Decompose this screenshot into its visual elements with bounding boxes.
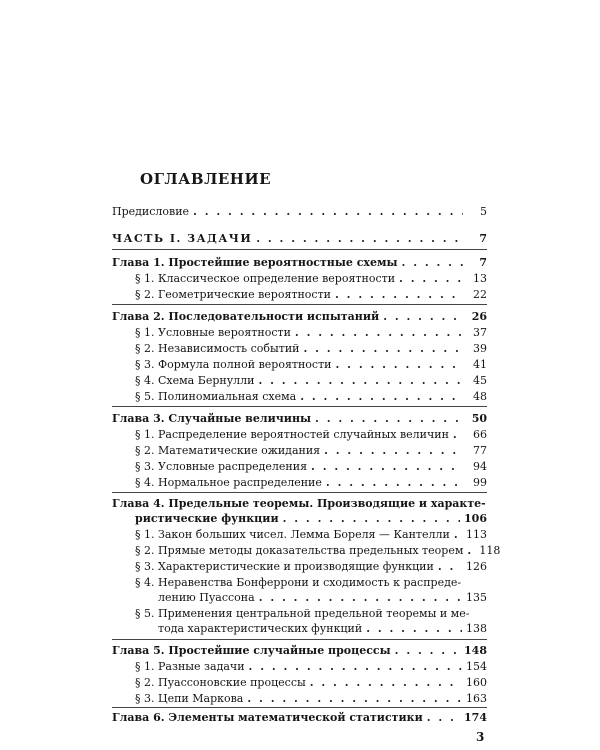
dot-leader xyxy=(438,560,462,573)
divider xyxy=(112,304,487,305)
toc-entry-chapter-4[interactable] xyxy=(135,512,487,525)
entry-label: § 1. Разные задачи xyxy=(135,660,245,673)
dot-leader xyxy=(467,544,475,557)
entry-page: 5 xyxy=(480,205,487,218)
entry-label: § 1. Классическое определение вероятности xyxy=(135,272,396,285)
dot-leader xyxy=(256,232,463,245)
dot-leader xyxy=(383,310,463,323)
divider xyxy=(112,707,487,708)
divider xyxy=(112,639,487,640)
entry-label: § 3. Условные распределения xyxy=(135,460,308,473)
entry-page: 45 xyxy=(473,374,487,387)
entry-page: 113 xyxy=(466,528,487,541)
dot-leader xyxy=(335,288,463,301)
toc-entry-chapter-5[interactable] xyxy=(112,644,487,657)
dot-leader xyxy=(283,512,460,525)
dot-leader xyxy=(324,444,463,457)
chapter-4-title-line-1[interactable]: Глава 4. Предельные теоремы. Производящие и характе- xyxy=(112,497,486,510)
dot-leader xyxy=(315,412,463,425)
toc-section[interactable] xyxy=(158,622,487,635)
entry-label: § 5. Полиномиальная схема xyxy=(135,390,297,403)
entry-label: лению Пуассона xyxy=(158,591,255,604)
dot-leader xyxy=(258,374,463,387)
entry-page: 48 xyxy=(473,390,487,403)
entry-label: ЧАСТЬ I. ЗАДАЧИ xyxy=(112,232,253,245)
dot-leader xyxy=(249,660,462,673)
toc-section[interactable] xyxy=(135,272,487,285)
entry-label: § 3. Формула полной вероятности xyxy=(135,358,332,371)
dot-leader xyxy=(259,591,462,604)
entry-label: Глава 2. Последовательности испытаний xyxy=(112,310,380,323)
dot-leader xyxy=(326,476,463,489)
entry-label: тода характеристических функций xyxy=(158,622,363,635)
entry-page: 106 xyxy=(464,512,487,525)
dot-leader xyxy=(399,272,463,285)
entry-label: § 3. Цепи Маркова xyxy=(135,692,244,705)
toc-section[interactable] xyxy=(135,460,487,473)
entry-label: § 4. Схема Бернулли xyxy=(135,374,255,387)
toc-section[interactable] xyxy=(135,374,487,387)
toc-section[interactable] xyxy=(135,358,487,371)
page-number: 3 xyxy=(476,730,485,744)
entry-page: 66 xyxy=(473,428,487,441)
entry-page: 118 xyxy=(479,544,501,557)
toc-entry-chapter-2[interactable] xyxy=(112,310,487,323)
toc-section[interactable] xyxy=(135,476,487,489)
entry-label: § 3. Характеристические и производящие функции xyxy=(135,560,434,573)
entry-label: § 2. Прямые методы доказательства предельных теорем xyxy=(135,544,464,557)
entry-page: 94 xyxy=(473,460,487,473)
dot-leader xyxy=(193,205,463,218)
entry-page: 37 xyxy=(473,326,487,339)
entry-page: 163 xyxy=(466,692,487,705)
dot-leader xyxy=(402,256,463,269)
dot-leader xyxy=(303,342,463,355)
entry-label: Предисловие xyxy=(112,205,190,218)
entry-page: 138 xyxy=(466,622,487,635)
toc-entry-preface[interactable] xyxy=(112,205,487,218)
entry-label: ристические функции xyxy=(135,512,279,525)
divider xyxy=(112,492,487,493)
dot-leader xyxy=(453,428,463,441)
entry-page: 7 xyxy=(479,232,487,245)
entry-label: Глава 1. Простейшие вероятностные схемы xyxy=(112,256,398,269)
toc-section[interactable] xyxy=(135,444,487,457)
entry-page: 160 xyxy=(466,676,487,689)
toc-entry-part-1[interactable] xyxy=(112,232,487,245)
toc-section[interactable] xyxy=(135,390,487,403)
entry-page: 126 xyxy=(466,560,487,573)
dot-leader xyxy=(295,326,463,339)
toc-section[interactable] xyxy=(135,326,487,339)
entry-label: § 4. Нормальное распределение xyxy=(135,476,322,489)
entry-label: § 2. Геометрические вероятности xyxy=(135,288,332,301)
dot-leader xyxy=(310,676,462,689)
entry-label: Глава 5. Простейшие случайные процессы xyxy=(112,644,391,657)
toc-section[interactable] xyxy=(135,342,487,355)
entry-page: 50 xyxy=(471,412,487,425)
entry-label: Глава 6. Элементы математической статистики xyxy=(112,711,423,724)
entry-page: 99 xyxy=(473,476,487,489)
entry-page: 22 xyxy=(473,288,487,301)
entry-label: § 1. Закон больших чисел. Лемма Бореля — Кантелли xyxy=(135,528,450,541)
toc-entry-chapter-3[interactable] xyxy=(112,412,487,425)
dot-leader xyxy=(311,460,463,473)
entry-page: 26 xyxy=(471,310,487,323)
toc-section[interactable] xyxy=(135,544,501,557)
entry-page: 13 xyxy=(473,272,487,285)
toc-section[interactable] xyxy=(135,428,487,441)
toc-section[interactable] xyxy=(158,591,487,604)
toc-section[interactable] xyxy=(135,660,487,673)
toc-entry-chapter-1[interactable] xyxy=(112,256,487,269)
entry-page: 39 xyxy=(473,342,487,355)
entry-page: 174 xyxy=(464,711,487,724)
entry-page: 154 xyxy=(466,660,487,673)
entry-page: 77 xyxy=(473,444,487,457)
toc-section[interactable] xyxy=(135,676,487,689)
toc-section[interactable] xyxy=(135,288,487,301)
dot-leader xyxy=(247,692,462,705)
dot-leader xyxy=(454,528,462,541)
dot-leader xyxy=(300,390,463,403)
entry-label: Глава 3. Случайные величины xyxy=(112,412,312,425)
section-5-title-line-1[interactable]: § 5. Применения центральной предельной теоремы и ме- xyxy=(135,607,470,620)
entry-label: § 2. Математические ожидания xyxy=(135,444,321,457)
toc-entry-chapter-6[interactable] xyxy=(112,711,487,724)
dot-leader xyxy=(395,644,460,657)
entry-page: 135 xyxy=(466,591,487,604)
toc-title: ОГЛАВЛЕНИЕ xyxy=(140,170,272,188)
toc-section[interactable] xyxy=(135,692,487,705)
dot-leader xyxy=(366,622,462,635)
divider xyxy=(112,249,487,250)
entry-label: § 2. Независимость событий xyxy=(135,342,300,355)
section-4-title-line-1[interactable]: § 4. Неравенства Бонферрони и сходимость к распреде- xyxy=(135,576,462,589)
dot-leader xyxy=(336,358,463,371)
entry-page: 148 xyxy=(464,644,487,657)
toc-section[interactable] xyxy=(135,528,487,541)
entry-page: 41 xyxy=(473,358,487,371)
entry-label: § 1. Распределение вероятностей случайных величин xyxy=(135,428,449,441)
divider xyxy=(112,406,487,407)
dot-leader xyxy=(427,711,460,724)
toc-section[interactable] xyxy=(135,560,487,573)
entry-label: § 2. Пуассоновские процессы xyxy=(135,676,306,689)
entry-label: § 1. Условные вероятности xyxy=(135,326,291,339)
entry-page: 7 xyxy=(479,256,487,269)
